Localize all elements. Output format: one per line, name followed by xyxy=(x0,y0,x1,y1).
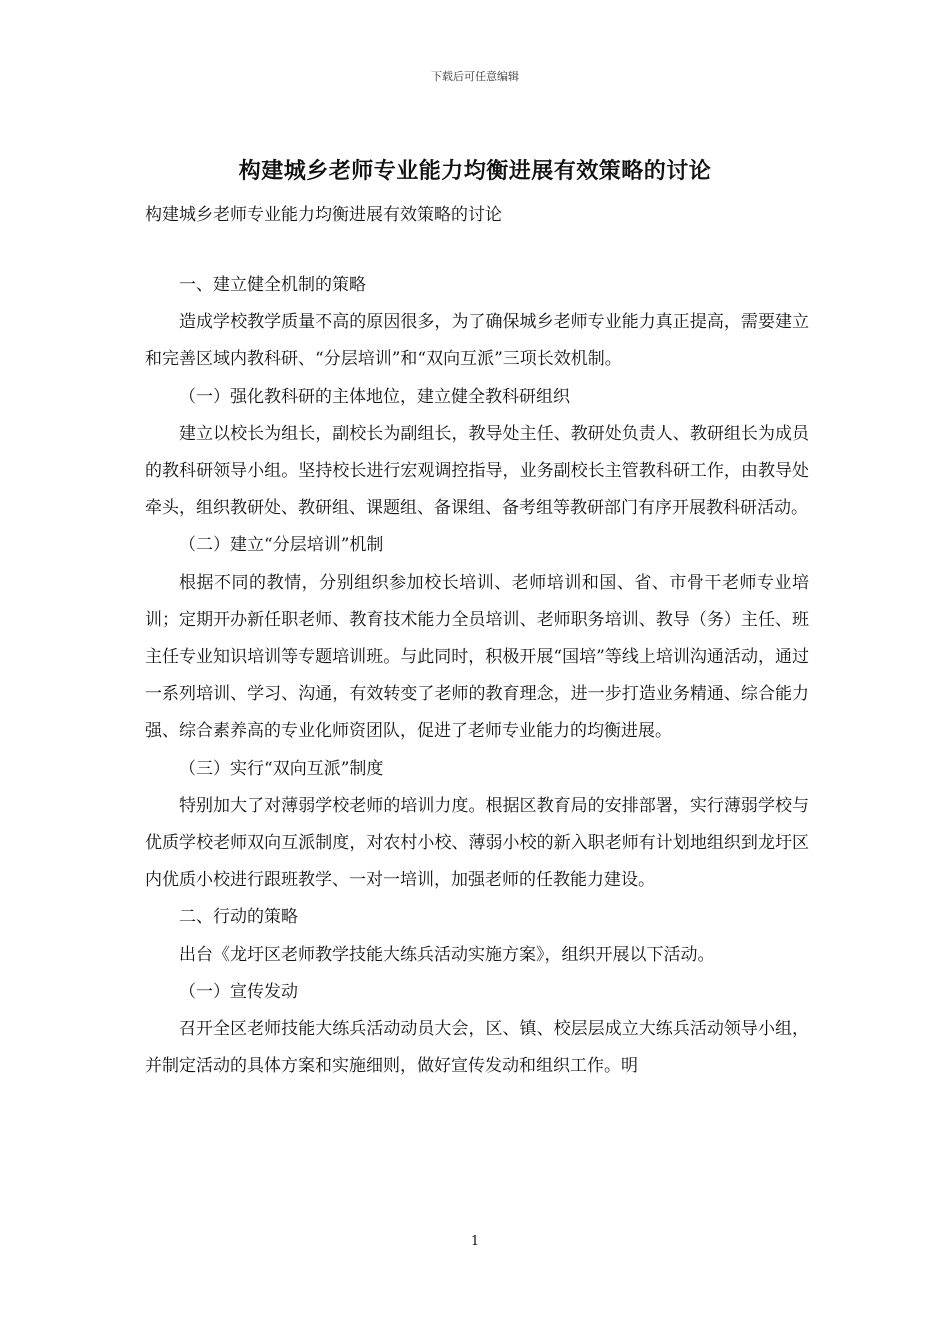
paragraph: 造成学校教学质量不高的原因很多，为了确保城乡老师专业能力真正提高，需要建立和完善区域内教科研、“分层培训”和“双向互派”三项长效机制。 xyxy=(145,312,809,370)
subsection-heading-2-1: （一）宣传发动 xyxy=(179,981,298,1002)
section-heading-2: 二、行动的策略 xyxy=(179,907,298,928)
subsection-heading-1-2: （二）建立“分层培训”机制 xyxy=(179,535,384,556)
subsection-heading-1-3: （三）实行“双向互派”制度 xyxy=(179,758,384,779)
document-body xyxy=(145,267,809,1085)
document-subtitle: 构建城乡老师专业能力均衡进展有效策略的讨论 xyxy=(145,205,502,225)
paragraph: 出台《龙圩区老师教学技能大练兵活动实施方案》，组织开展以下活动。 xyxy=(179,944,715,965)
document-title: 构建城乡老师专业能力均衡进展有效策略的讨论 xyxy=(238,158,712,184)
page-header-note: 下载后可任意编辑 xyxy=(431,70,519,83)
paragraph: 建立以校长为组长，副校长为副组长，教导处主任、教研处负责人、教研组长为成员的教科研领导小组。坚持校长进行宏观调控指导，业务副校长主管教科研工作，由教导处牵头，组织教研处、教研组、课题组、备课组、备考组等教研部门有序开展教科研活动。 xyxy=(145,423,809,519)
paragraph: 特别加大了对薄弱学校老师的培训力度。根据区教育局的安排部署，实行薄弱学校与优质学校老师双向互派制度，对农村小校、薄弱小校的新入职老师有计划地组织到龙圩区内优质小校进行跟班教学、一对一培训，加强老师的任教能力建设。 xyxy=(145,795,809,891)
section-heading-1: 一、建立健全机制的策略 xyxy=(179,275,366,295)
paragraph: 根据不同的教情，分别组织参加校长培训、老师培训和国、省、市骨干老师专业培训；定期开办新任职老师、教育技术能力全员培训、老师职务培训、教导（务）主任、班主任专业知识培训等专题培训班。与此同时，积极开展“国培”等线上培训沟通活动，通过一系列培训、学习、沟通，有效转变了老师的教育理念，进一步打造业务精通、综合能力强、综合素养高的专业化师资团队，促进了老师专业能力的均衡进展。 xyxy=(145,572,809,742)
paragraph: 召开全区老师技能大练兵活动动员大会，区、镇、校层层成立大练兵活动领导小组，并制定活动的具体方案和实施细则，做好宣传发动和组织工作。明 xyxy=(145,1019,809,1077)
page-number: 1 xyxy=(470,1234,480,1249)
subsection-heading-1-1: （一）强化教科研的主体地位，建立健全教科研组织 xyxy=(179,386,570,407)
